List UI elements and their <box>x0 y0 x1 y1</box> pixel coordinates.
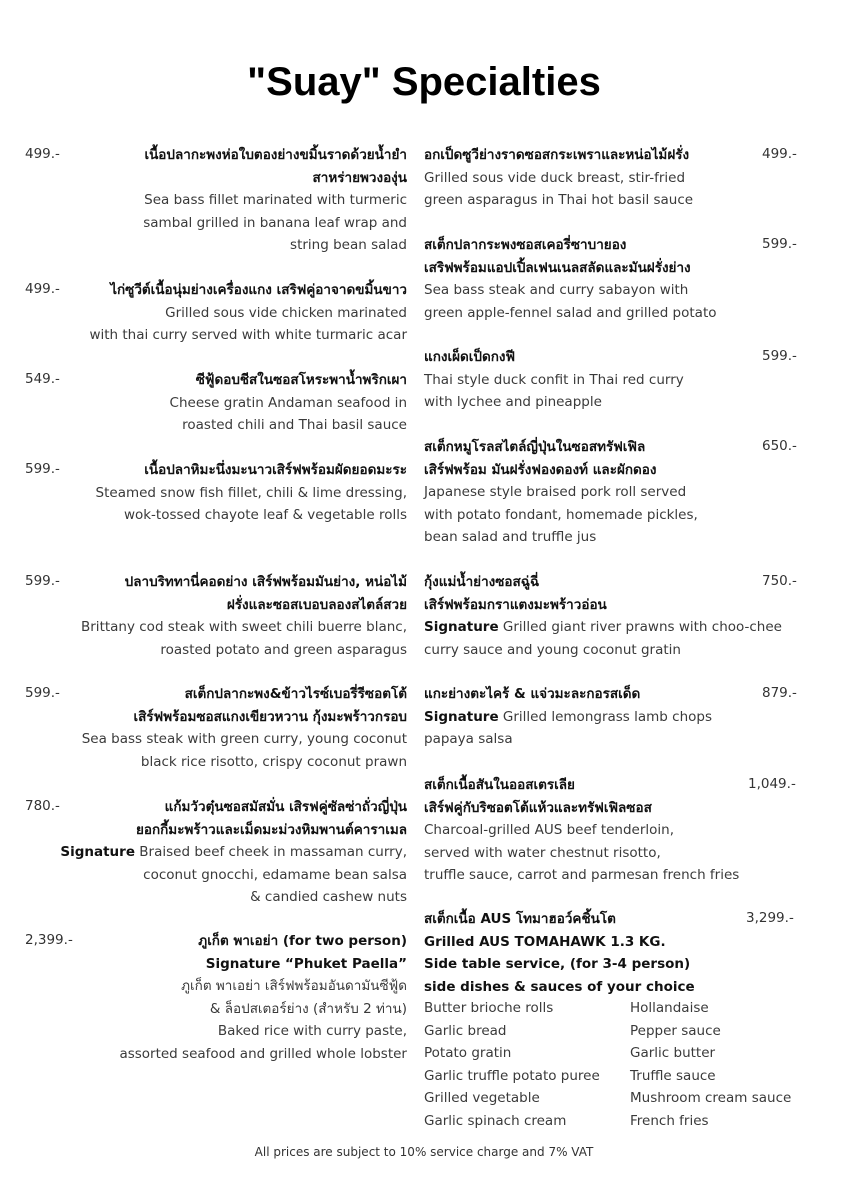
side-dish: Garlic truffle potato puree <box>424 1067 600 1084</box>
menu-item <box>96 459 407 527</box>
menu-item <box>424 436 698 549</box>
price: 599.- <box>762 348 797 364</box>
description: roasted potato and green asparagus <box>160 641 407 658</box>
price: 879.- <box>762 685 797 701</box>
description: Brittany cod steak with sweet chili buerre blanc, <box>81 619 407 635</box>
thai-description: ภูเก็ต พาเอย่า เสิร์ฟพร้อมอันดามันซีฟู้ด <box>181 978 407 994</box>
price: 499.- <box>762 146 797 162</box>
thai-name: ฝรั่งและซอสเบอบลองสไตล์สวย <box>226 596 407 613</box>
price: 1,049.- <box>748 776 796 792</box>
description: truffle sauce, carrot and parmesan french fries <box>424 867 740 883</box>
thai-name: ไก่ซูวีต์เนื้อนุ่มย่างเครื่องแกง เสริฟคู่อาจาดขมิ้นขาว <box>110 282 407 298</box>
sauce: Garlic butter <box>630 1045 716 1061</box>
description: coconut gnocchi, edamame bean salsa <box>143 866 407 883</box>
menu-item <box>119 930 407 1065</box>
option-row <box>424 1065 791 1088</box>
thai-name: สเต็กเนื้อ AUS โทมาฮอว์คชิ้นโต <box>424 911 616 927</box>
thai-name: เสิร์ฟคู่กับริซอตโต้แห้วและทรัฟเฟิลซอส <box>424 799 652 816</box>
tomahawk-title: Grilled AUS TOMAHAWK 1.3 KG. <box>424 933 666 950</box>
description <box>60 841 407 864</box>
thai-name: เนื้อปลาหิมะนึ่งมะนาวเสิร์ฟพร้อมผัดยอดมะระ <box>144 462 407 478</box>
description: Grilled sous vide chicken marinated <box>165 304 407 321</box>
sauce: French fries <box>630 1112 709 1129</box>
side-dishes-and-sauces <box>424 997 791 1132</box>
thai-name: กุ้งแม่น้ำย่างซอสฉู่ฉี่ <box>424 574 540 590</box>
side-dish: Grilled vegetable <box>424 1090 540 1106</box>
service-note: Side table service, (for 3-4 person) <box>424 956 691 972</box>
description: Charcoal-grilled AUS beef tenderloin, <box>424 822 675 838</box>
thai-name: เสิร์ฟพร้อมกราแตงมะพร้าวอ่อน <box>424 596 607 613</box>
menu-item <box>170 369 407 437</box>
menu-item <box>81 571 407 661</box>
price: 2,399.- <box>25 932 73 948</box>
menu-item <box>424 908 695 998</box>
thai-name: เสิร์ฟพร้อมซอสแกงเขียวหวาน กุ้งมะพร้าวกรอบ <box>133 708 407 725</box>
description: sambal grilled in banana leaf wrap and <box>143 214 407 231</box>
signature-label: Signature <box>424 619 499 635</box>
description: green apple-fennel salad and grilled potato <box>424 304 717 321</box>
description: Sea bass steak and curry sabayon with <box>424 282 689 298</box>
description <box>424 706 712 729</box>
thai-name: ปลาบริททานี่คอดย่าง เสิร์ฟพร้อมมันย่าง, หน่อไม้ <box>124 574 407 590</box>
option-row <box>424 1020 791 1043</box>
sauce: Hollandaise <box>630 1000 709 1016</box>
thai-name: เสริฟพร้อมแอปเปิ้ลเฟนเนลสลัดและมันฝรั่งย่าง <box>424 259 691 276</box>
description-text: Braised beef cheek in massaman curry, <box>139 844 407 860</box>
description-text: Grilled giant river prawns with choo-chee <box>502 619 782 635</box>
description: Sea bass steak with green curry, young coconut <box>81 731 407 747</box>
menu-item <box>424 234 717 324</box>
description: roasted chili and Thai basil sauce <box>182 417 407 433</box>
menu-item <box>89 279 407 347</box>
price: 650.- <box>762 438 797 454</box>
price: 750.- <box>762 573 797 589</box>
thai-name: สเต็กเนื้อสันในออสเตรเลีย <box>424 777 575 793</box>
price: 599.- <box>25 685 60 701</box>
thai-name: Signature “Phuket Paella” <box>205 955 407 972</box>
thai-name: เสิร์ฟพร้อม มันฝรั่งฟองดองท์ และผักดอง <box>424 461 657 478</box>
description: papaya salsa <box>424 731 513 747</box>
description: Japanese style braised pork roll served <box>424 484 687 500</box>
menu-item <box>82 683 407 773</box>
menu-item <box>143 144 407 257</box>
description-text: Grilled lemongrass lamb chops <box>502 708 713 725</box>
side-dish: Garlic spinach cream <box>424 1112 567 1129</box>
side-dish: Butter brioche rolls <box>424 1000 554 1016</box>
option-row <box>424 1110 791 1133</box>
price: 549.- <box>25 371 60 387</box>
price: 3,299.- <box>746 910 794 926</box>
menu-item <box>424 683 712 751</box>
footer-note: All prices are subject to 10% service charge and 7% VAT <box>254 1145 594 1159</box>
option-row <box>424 1087 791 1110</box>
description: with potato fondant, homemade pickles, <box>424 506 698 523</box>
page-title: "Suay" Specialties <box>247 60 601 104</box>
sides-heading: side dishes & sauces of your choice <box>424 978 695 995</box>
thai-name: แกงเผ็ดเป็ดกงฟี <box>424 349 516 365</box>
description: served with water chestnut risotto, <box>424 844 661 861</box>
description: green asparagus in Thai hot basil sauce <box>424 192 694 208</box>
price: 499.- <box>25 146 60 162</box>
signature-label: Signature <box>424 708 499 725</box>
menu-item <box>60 796 407 909</box>
price: 599.- <box>762 236 797 252</box>
option-row <box>424 1042 791 1065</box>
price: 599.- <box>25 573 60 589</box>
thai-name: สาหร่ายพวงองุ่น <box>312 169 407 186</box>
price: 780.- <box>25 798 60 814</box>
description: with lychee and pineapple <box>424 394 602 410</box>
thai-name: สเต็กปลากะพง&ข้าวไรซ์เบอรี่รีซอตโต้ <box>184 686 407 702</box>
description: string bean salad <box>290 237 407 253</box>
description: assorted seafood and grilled whole lobster <box>119 1045 407 1062</box>
thai-name: สเต็กหมูโรลสไตล์ญี่ปุ่นในซอสทรัฟเฟิล <box>424 439 646 455</box>
side-dish: Garlic bread <box>424 1022 507 1039</box>
description <box>424 616 782 639</box>
menu-item <box>424 571 782 661</box>
thai-name: ยอกกี้มะพร้าวและเม็ดมะม่วงหิมพานต์คาราเมล <box>135 821 407 838</box>
description: Baked rice with curry paste, <box>217 1023 407 1039</box>
description: Sea bass fillet marinated with turmeric <box>144 192 407 208</box>
signature-label: Signature <box>60 844 135 860</box>
thai-name: แกะย่างตะไคร้ & แจ่วมะละกอรสเด็ด <box>424 686 641 702</box>
description: black rice risotto, crispy coconut prawn <box>140 753 407 770</box>
sauce: Mushroom cream sauce <box>630 1090 792 1106</box>
price: 499.- <box>25 281 60 297</box>
thai-name: ซีฟู้ดอบชีสในซอสโหระพาน้ำพริกเผา <box>195 372 407 388</box>
thai-name: สเต็กปลากระพงซอสเคอรี่ซาบายอง <box>424 237 627 253</box>
description: Grilled sous vide duck breast, stir-fried <box>424 169 686 186</box>
description: wok-tossed chayote leaf & vegetable rolls <box>123 507 407 523</box>
price: 599.- <box>25 461 60 477</box>
menu-item <box>424 346 684 414</box>
thai-name: เนื้อปลากะพงห่อใบตองย่างขมิ้นราดด้วยน้ำยำ <box>144 147 407 163</box>
sauce: Pepper sauce <box>630 1022 721 1039</box>
thai-name: ภูเก็ต พาเอย่า (for two person) <box>198 933 407 949</box>
thai-name: อกเป็ดซูวีย่างราดซอสกระเพราและหน่อไม้ฝรั่ง <box>424 147 690 163</box>
description: & candied cashew nuts <box>250 889 407 905</box>
side-dish: Potato gratin <box>424 1045 512 1061</box>
description: Steamed snow fish fillet, chili & lime dressing, <box>95 484 407 501</box>
description: Thai style duck confit in Thai red curry <box>424 371 684 388</box>
thai-name: แก้มวัวตุ๋นซอสมัสมั่น เสิรฟคู่ซัลซ่าถั่วญี่ปุ่น <box>164 799 407 815</box>
option-row <box>424 997 791 1020</box>
description: bean salad and truffle jus <box>424 529 597 545</box>
description: curry sauce and young coconut gratin <box>424 641 681 658</box>
description: Cheese gratin Andaman seafood in <box>169 394 407 411</box>
sauce: Truffle sauce <box>630 1067 716 1084</box>
menu-item <box>424 774 739 887</box>
description: with thai curry served with white turmaric acar <box>89 327 407 343</box>
thai-description: & ล็อปสเตอร์ย่าง (สำหรับ 2 ท่าน) <box>209 1000 407 1017</box>
menu-item <box>424 144 693 212</box>
